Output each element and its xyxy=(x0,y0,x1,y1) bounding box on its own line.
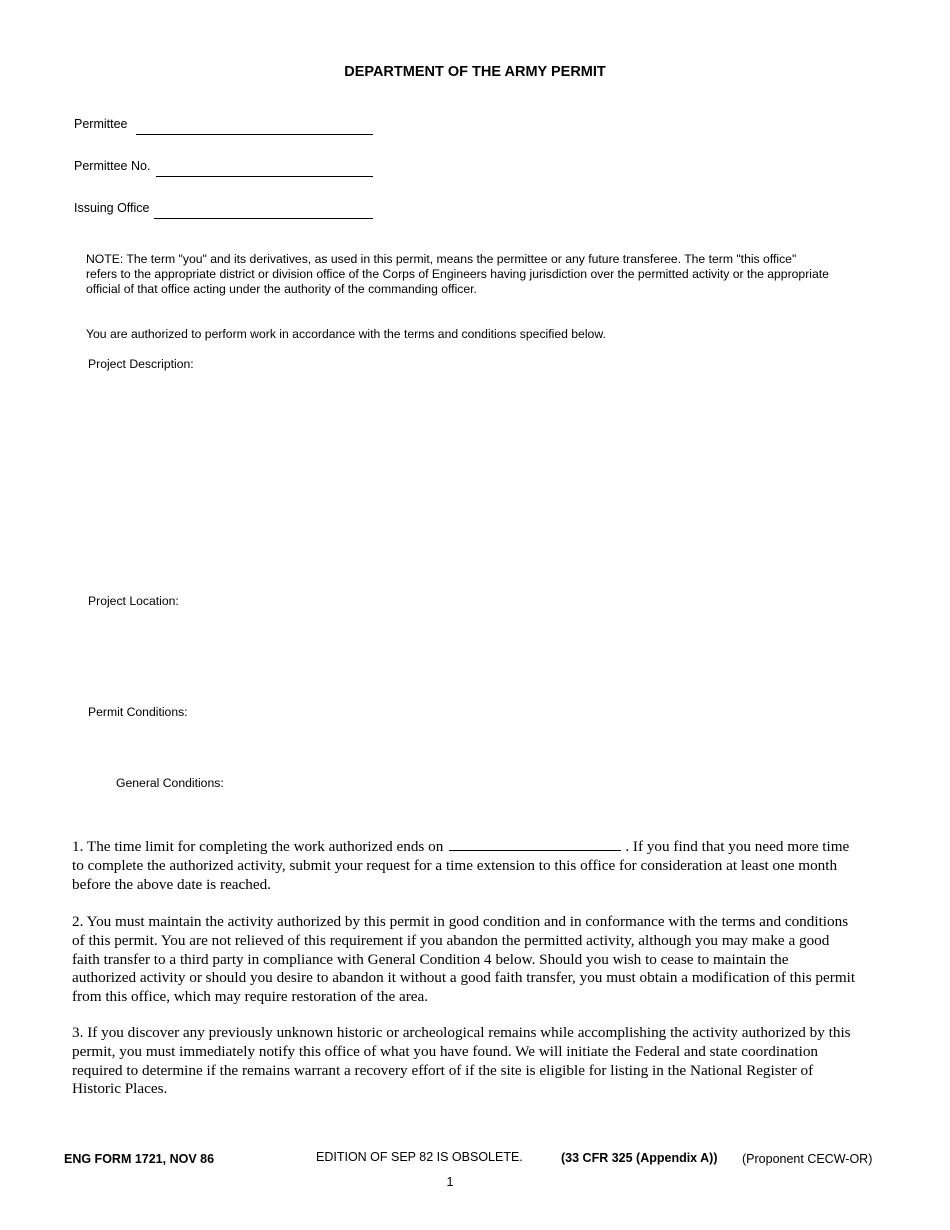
condition-text: of this permit. You are not relieved of this requirement if you abandon the permitted activity, although you may make a good xyxy=(72,931,830,949)
condition-2 xyxy=(72,913,882,1007)
condition-text: Historic Places. xyxy=(72,1080,168,1098)
time-limit-date-field[interactable] xyxy=(449,838,621,851)
note-block xyxy=(86,252,886,297)
permittee-field[interactable] xyxy=(136,134,373,135)
project-location-label: Project Location: xyxy=(88,594,179,608)
page-number: 1 xyxy=(446,1175,454,1189)
condition-text: faith transfer to a third party in compliance with General Condition 4 below. Should you wish to cease to maintain the xyxy=(72,950,789,968)
form-number: ENG FORM 1721, NOV 86 xyxy=(64,1152,215,1166)
permittee-no-label: Permittee No. xyxy=(74,159,151,173)
project-description-label: Project Description: xyxy=(88,357,194,371)
note-line: NOTE: The term "you" and its derivatives, as used in this permit, means the permittee or any future transferee. The term "this office" xyxy=(86,252,797,266)
condition-1 xyxy=(72,838,882,894)
edition-note: EDITION OF SEP 82 IS OBSOLETE. xyxy=(316,1150,523,1164)
cfr-reference: (33 CFR 325 (Appendix A)) xyxy=(561,1151,718,1165)
condition-3 xyxy=(72,1024,882,1099)
note-line: official of that office acting under the authority of the commanding officer. xyxy=(86,282,477,296)
proponent: (Proponent CECW-OR) xyxy=(742,1152,873,1166)
condition-text: 3. If you discover any previously unknown historic or archeological remains while accomplishing the activity authorized by this xyxy=(72,1024,851,1041)
permittee-label: Permittee xyxy=(74,117,128,131)
condition-text: authorized activity or should you desire to abandon it without a good faith transfer, you must obtain a modification of this permit xyxy=(72,969,856,987)
issuing-office-label: Issuing Office xyxy=(74,201,150,215)
permit-conditions-label: Permit Conditions: xyxy=(88,705,188,719)
general-conditions-label: General Conditions: xyxy=(116,776,224,790)
authorized-statement: You are authorized to perform work in accordance with the terms and conditions specified below. xyxy=(86,327,606,341)
permittee-no-field[interactable] xyxy=(156,176,373,177)
issuing-office-field[interactable] xyxy=(154,218,373,219)
condition-text: before the above date is reached. xyxy=(72,875,272,893)
condition-text: to complete the authorized activity, submit your request for a time extension to this office for consideration at least one month xyxy=(72,856,838,874)
note-line: refers to the appropriate district or division office of the Corps of Engineers having jurisdiction over the permitted activity or the appropriate xyxy=(86,267,829,281)
condition-text: . If you find that you need more time xyxy=(625,838,850,855)
condition-text: from this office, which may require restoration of the area. xyxy=(72,988,429,1006)
page-title: DEPARTMENT OF THE ARMY PERMIT xyxy=(344,64,606,80)
condition-text: 1. The time limit for completing the work authorized ends on xyxy=(72,838,444,855)
condition-text: 2. You must maintain the activity authorized by this permit in good condition and in conformance with the terms and conditions xyxy=(72,913,849,930)
condition-text: required to determine if the remains warrant a recovery effort of if the site is eligible for listing in the National Register of xyxy=(72,1061,814,1079)
condition-text: permit, you must immediately notify this office of what you have found. We will initiate the Federal and state coordination xyxy=(72,1042,819,1060)
